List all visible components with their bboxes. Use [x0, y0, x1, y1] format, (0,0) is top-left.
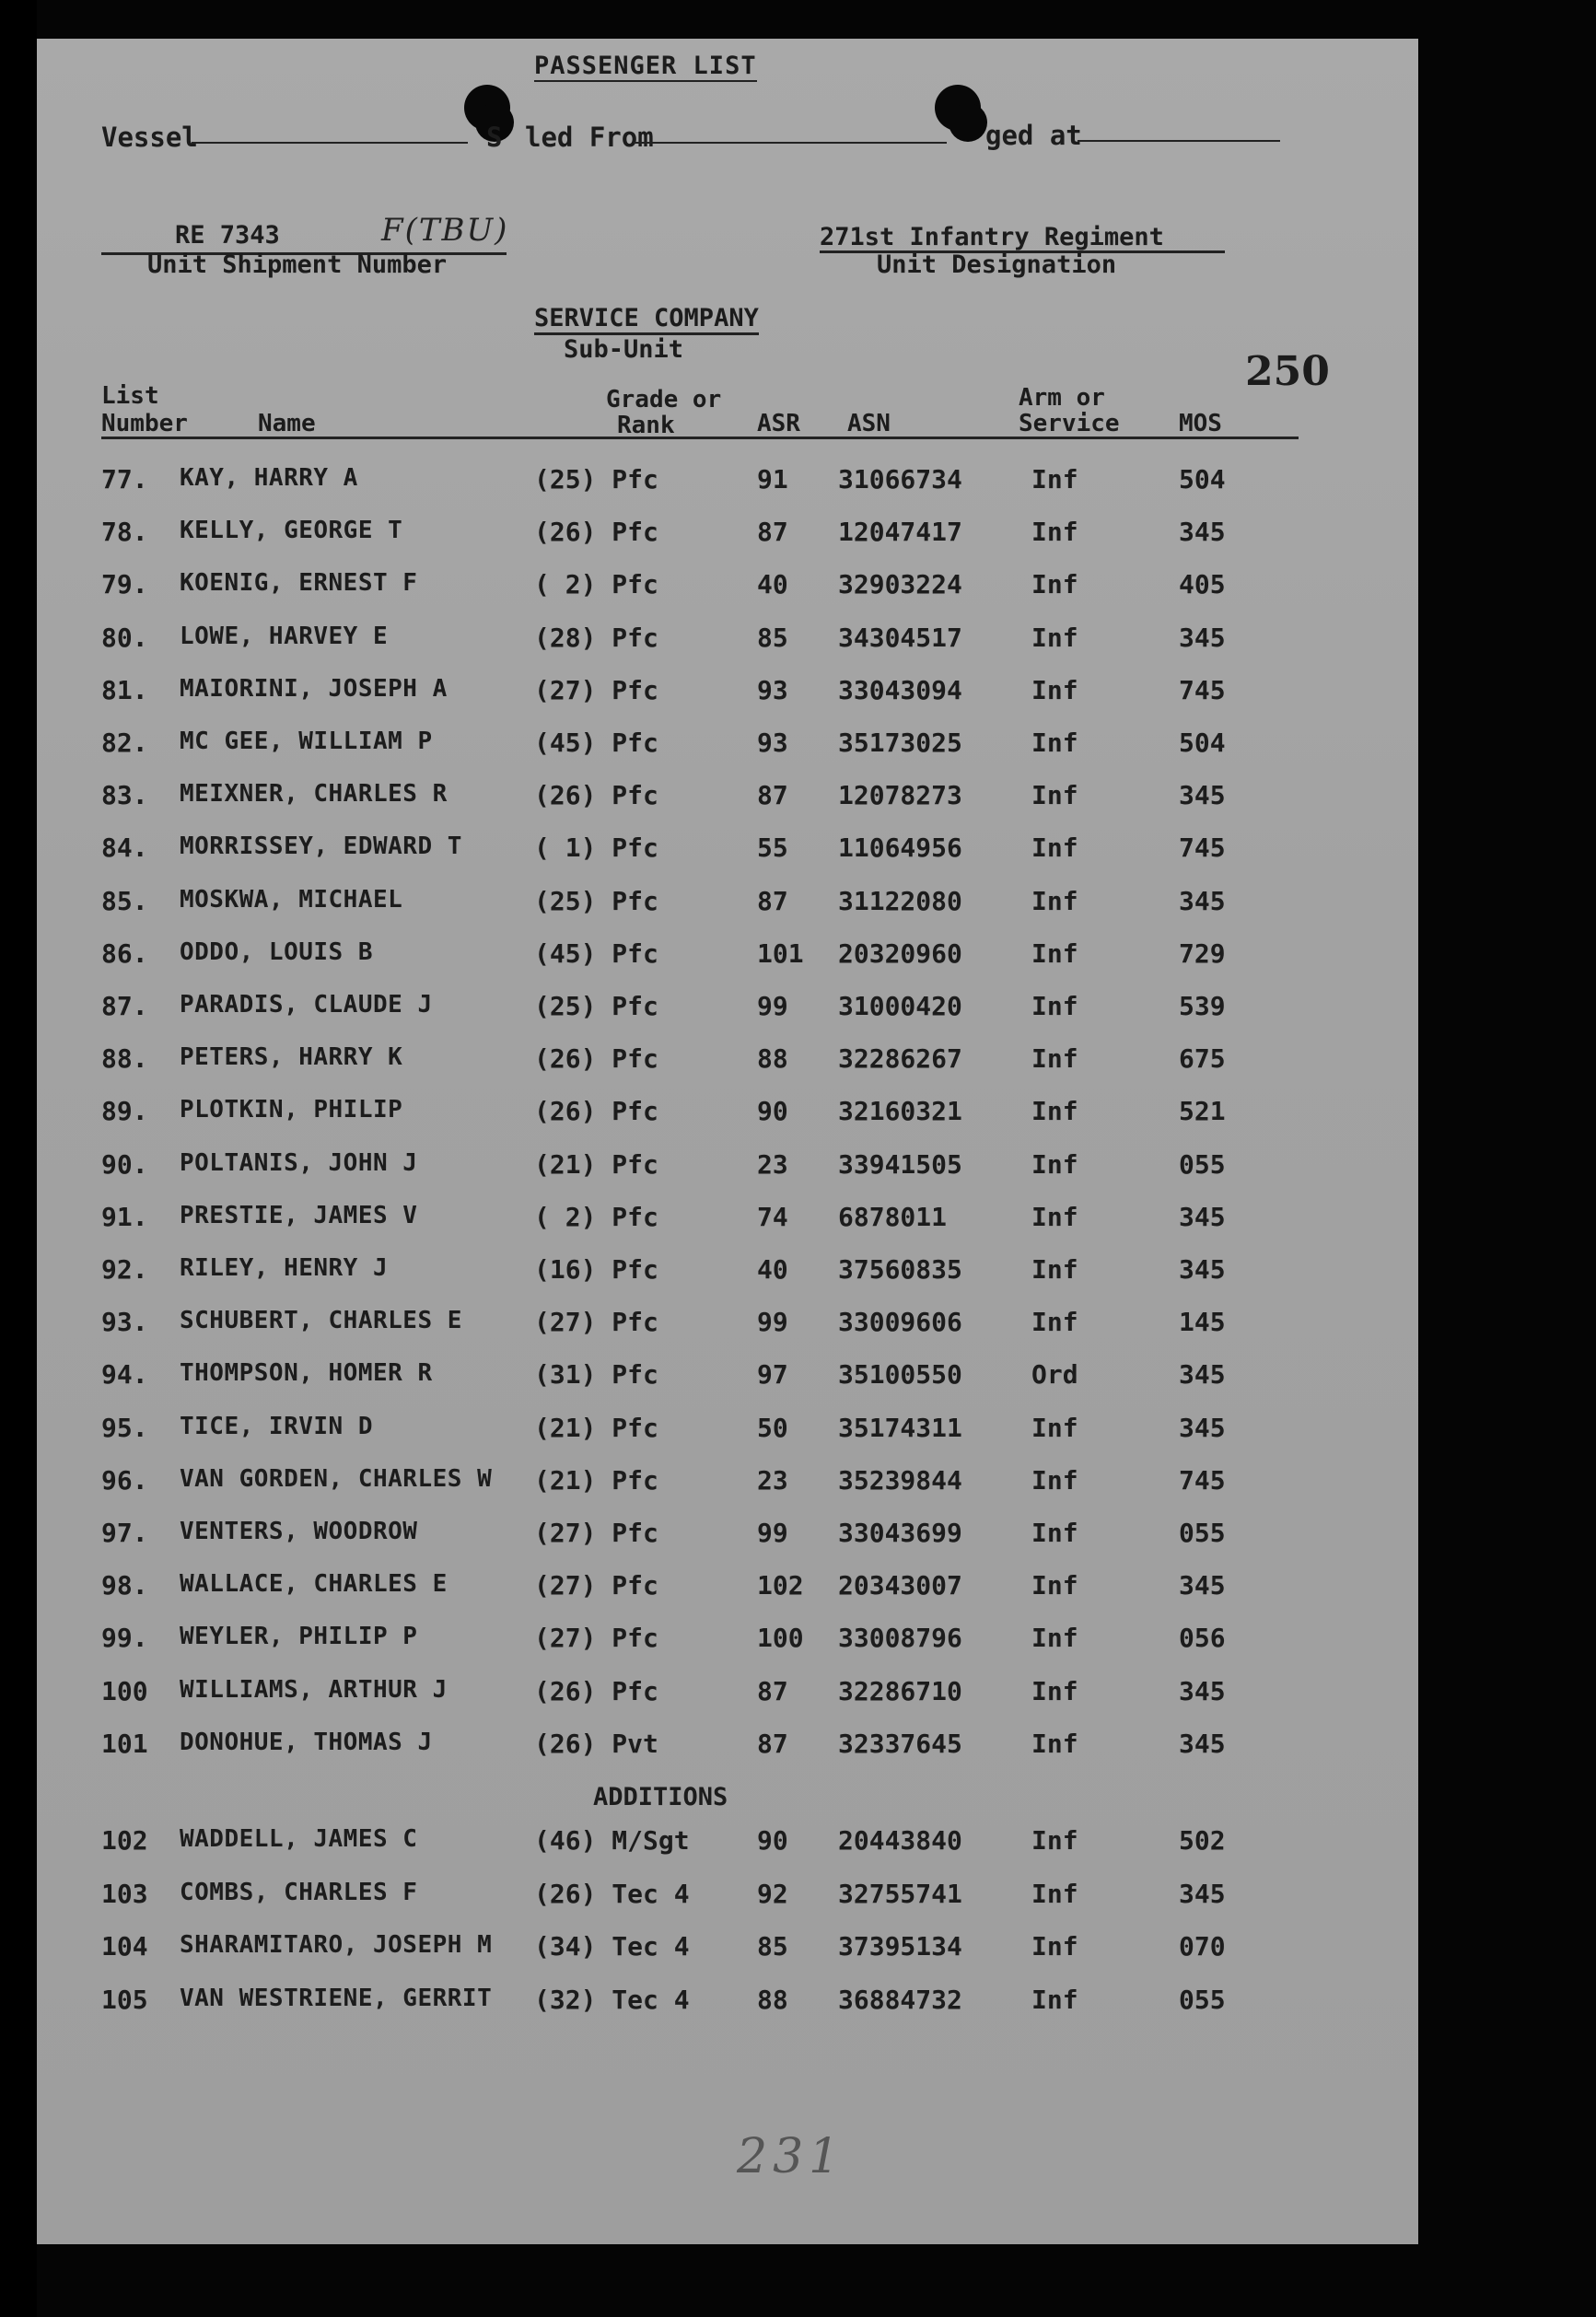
arm-or-service: Inf [1031, 1984, 1078, 2015]
mos-code: 145 [1179, 1307, 1226, 1338]
arm-or-service: Inf [1031, 1096, 1078, 1127]
asr-score: 87 [757, 885, 788, 916]
list-number: 100 [101, 1675, 148, 1706]
table-row [37, 886, 1326, 923]
grade-rank: (26) Pfc [534, 780, 658, 811]
passenger-name: MOSKWA, MICHAEL [180, 885, 403, 914]
mos-code: 345 [1179, 1878, 1226, 1909]
army-serial-number: 20320960 [838, 937, 962, 969]
arm-or-service: Inf [1031, 1518, 1078, 1548]
table-row [37, 1465, 1326, 1502]
grade-rank: ( 2) Pfc [534, 569, 658, 600]
arm-or-service: Inf [1031, 674, 1078, 705]
document-title: PASSENGER LIST [534, 52, 757, 80]
passenger-name: COMBS, CHARLES F [180, 1878, 418, 1906]
grade-rank: ( 1) Pfc [534, 832, 658, 864]
grade-rank: (26) Pfc [534, 1043, 658, 1075]
header-rule [101, 437, 1299, 439]
additions-label: ADDITIONS [593, 1783, 728, 1811]
grade-rank: (25) Pfc [534, 991, 658, 1021]
sailed-from-label: led From [525, 122, 654, 153]
table-row [37, 1676, 1326, 1713]
passenger-name: SCHUBERT, CHARLES E [180, 1307, 462, 1335]
asr-score: 85 [757, 1931, 788, 1962]
table-row [37, 675, 1326, 712]
table-row [37, 832, 1326, 869]
army-serial-number: 33009606 [838, 1307, 962, 1338]
asr-score: 85 [757, 622, 788, 653]
asr-score: 23 [757, 1464, 788, 1496]
arm-or-service: Inf [1031, 937, 1078, 969]
table-row [37, 991, 1326, 1028]
arm-or-service: Inf [1031, 1675, 1078, 1706]
staged-at-field [1078, 140, 1280, 142]
grade-rank: (25) Pfc [534, 885, 658, 916]
mos-code: 345 [1179, 517, 1226, 548]
table-row [37, 1149, 1326, 1186]
asr-score: 101 [757, 937, 804, 969]
grade-rank: (45) Pfc [534, 937, 658, 969]
list-number: 92. [101, 1254, 148, 1285]
list-number: 83. [101, 780, 148, 811]
passenger-name: DONOHUE, THOMAS J [180, 1728, 433, 1756]
asr-score: 90 [757, 1096, 788, 1127]
arm-or-service: Inf [1031, 1043, 1078, 1075]
grade-rank: (27) Pfc [534, 674, 658, 705]
arm-or-service: Ord [1031, 1359, 1078, 1391]
list-number: 104 [101, 1931, 148, 1962]
page-number: 250 [1245, 348, 1330, 395]
grade-rank: (26) Pfc [534, 1675, 658, 1706]
army-serial-number: 36884732 [838, 1984, 962, 2015]
asr-score: 87 [757, 517, 788, 548]
arm-or-service: Inf [1031, 1623, 1078, 1654]
asr-score: 99 [757, 991, 788, 1021]
passenger-name: MORRISSEY, EDWARD T [180, 832, 462, 861]
army-serial-number: 32160321 [838, 1096, 962, 1127]
asr-score: 87 [757, 780, 788, 811]
table-row [37, 1413, 1326, 1450]
mos-code: 345 [1179, 1412, 1226, 1443]
army-serial-number: 32755741 [838, 1878, 962, 1909]
unit-shipment-caption: Unit Shipment Number [147, 250, 448, 279]
passenger-name: POLTANIS, JOHN J [180, 1148, 418, 1177]
list-number: 98. [101, 1570, 148, 1601]
asr-score: 87 [757, 1675, 788, 1706]
table-row [37, 938, 1326, 975]
mos-code: 504 [1179, 728, 1226, 758]
list-number: 89. [101, 1096, 148, 1127]
mos-code: 502 [1179, 1825, 1226, 1856]
grade-rank: (26) Pvt [534, 1728, 658, 1759]
grade-rank: (27) Pfc [534, 1570, 658, 1601]
list-number: 95. [101, 1412, 148, 1443]
passenger-name: MC GEE, WILLIAM P [180, 728, 433, 755]
army-serial-number: 20343007 [838, 1570, 962, 1601]
mos-code: 055 [1179, 1148, 1226, 1180]
grade-rank: (25) Pfc [534, 464, 658, 495]
table-row [37, 1043, 1326, 1080]
grade-rank: (26) Pfc [534, 517, 658, 548]
asr-score: 100 [757, 1623, 804, 1654]
document-page [37, 39, 1418, 2244]
asr-score: 74 [757, 1201, 788, 1232]
col-grade-l2: Rank [617, 412, 675, 439]
list-number: 103 [101, 1878, 148, 1909]
mos-code: 055 [1179, 1518, 1226, 1548]
arm-or-service: Inf [1031, 569, 1078, 600]
unit-shipment-handwritten: F(TBU) [381, 212, 509, 249]
army-serial-number: 11064956 [838, 832, 962, 864]
asr-score: 23 [757, 1148, 788, 1180]
list-number: 96. [101, 1464, 148, 1496]
arm-or-service: Inf [1031, 517, 1078, 548]
asr-score: 93 [757, 728, 788, 758]
grade-rank: (21) Pfc [534, 1464, 658, 1496]
grade-rank: (32) Tec 4 [534, 1984, 690, 2015]
table-row [37, 1931, 1326, 1968]
army-serial-number: 33043094 [838, 674, 962, 705]
sailed-from-field [634, 142, 947, 144]
grade-rank: (26) Tec 4 [534, 1878, 690, 1909]
mos-code: 345 [1179, 1359, 1226, 1391]
list-number: 85. [101, 885, 148, 916]
sub-unit-value: SERVICE COMPANY [534, 304, 759, 335]
list-number: 77. [101, 464, 148, 495]
grade-rank: (46) M/Sgt [534, 1825, 690, 1856]
list-number: 99. [101, 1623, 148, 1654]
list-number: 105 [101, 1984, 148, 2015]
list-number: 84. [101, 832, 148, 864]
army-serial-number: 37395134 [838, 1931, 962, 1962]
list-number: 82. [101, 728, 148, 758]
mos-code: 345 [1179, 780, 1226, 811]
col-grade-l1: Grade or [606, 386, 722, 413]
mos-code: 729 [1179, 937, 1226, 969]
mos-code: 745 [1179, 674, 1226, 705]
arm-or-service: Inf [1031, 464, 1078, 495]
scan-edge [0, 0, 37, 2317]
arm-or-service: Inf [1031, 728, 1078, 758]
table-row [37, 1254, 1326, 1291]
mos-code: 345 [1179, 1570, 1226, 1601]
passenger-name: MAIORINI, JOSEPH A [180, 674, 448, 703]
unit-designation-value: 271st Infantry Regiment [820, 223, 1164, 251]
list-number: 102 [101, 1825, 148, 1856]
army-serial-number: 33043699 [838, 1518, 962, 1548]
asr-score: 50 [757, 1412, 788, 1443]
passenger-name: WILLIAMS, ARTHUR J [180, 1675, 448, 1704]
army-serial-number: 35239844 [838, 1464, 962, 1496]
army-serial-number: 33941505 [838, 1148, 962, 1180]
passenger-name: VENTERS, WOODROW [180, 1518, 418, 1545]
arm-or-service: Inf [1031, 1570, 1078, 1601]
army-serial-number: 31066734 [838, 464, 962, 495]
army-serial-number: 31000420 [838, 991, 962, 1021]
army-serial-number: 12047417 [838, 517, 962, 548]
grade-rank: (34) Tec 4 [534, 1931, 690, 1962]
army-serial-number: 35100550 [838, 1359, 962, 1391]
asr-score: 92 [757, 1878, 788, 1909]
asr-score: 55 [757, 832, 788, 864]
vessel-label: Vessel [101, 122, 198, 153]
asr-score: 88 [757, 1043, 788, 1075]
arm-or-service: Inf [1031, 991, 1078, 1021]
table-row [37, 1359, 1326, 1396]
army-serial-number: 6878011 [838, 1201, 948, 1232]
unit-designation-caption: Unit Designation [877, 250, 1117, 279]
table-row [37, 569, 1326, 606]
army-serial-number: 32286267 [838, 1043, 962, 1075]
grade-rank: ( 2) Pfc [534, 1201, 658, 1232]
list-number: 101 [101, 1728, 148, 1759]
list-number: 78. [101, 517, 148, 548]
list-number: 91. [101, 1201, 148, 1232]
arm-or-service: Inf [1031, 1878, 1078, 1909]
arm-or-service: Inf [1031, 832, 1078, 864]
passenger-name: PETERS, HARRY K [180, 1043, 403, 1072]
passenger-name: KAY, HARRY A [180, 464, 358, 492]
mos-code: 675 [1179, 1043, 1226, 1075]
col-name: Name [258, 410, 316, 437]
asr-score: 88 [757, 1984, 788, 2015]
passenger-name: PLOTKIN, PHILIP [180, 1096, 403, 1124]
passenger-name: MEIXNER, CHARLES R [180, 780, 448, 809]
mos-code: 345 [1179, 1675, 1226, 1706]
table-row [37, 1985, 1326, 2021]
table-row [37, 780, 1326, 817]
col-arm-l2: Service [1019, 410, 1120, 437]
punch-hole-right-shadow [949, 103, 987, 142]
arm-or-service: Inf [1031, 1464, 1078, 1496]
list-number: 86. [101, 937, 148, 969]
list-number: 87. [101, 991, 148, 1021]
list-number: 88. [101, 1043, 148, 1075]
asr-score: 99 [757, 1307, 788, 1338]
mos-code: 070 [1179, 1931, 1226, 1962]
army-serial-number: 32903224 [838, 569, 962, 600]
passenger-name: VAN GORDEN, CHARLES W [180, 1464, 493, 1493]
grade-rank: (21) Pfc [534, 1412, 658, 1443]
col-arm-l1: Arm or [1019, 384, 1105, 412]
col-mos: MOS [1179, 410, 1222, 437]
arm-or-service: Inf [1031, 1825, 1078, 1856]
asr-score: 93 [757, 674, 788, 705]
arm-or-service: Inf [1031, 780, 1078, 811]
table-row [37, 517, 1326, 553]
army-serial-number: 20443840 [838, 1825, 962, 1856]
passenger-name: WEYLER, PHILIP P [180, 1623, 418, 1651]
arm-or-service: Inf [1031, 1254, 1078, 1285]
passenger-name: KOENIG, ERNEST F [180, 569, 418, 598]
table-row [37, 1729, 1326, 1765]
mos-code: 745 [1179, 1464, 1226, 1496]
mos-code: 504 [1179, 464, 1226, 495]
arm-or-service: Inf [1031, 885, 1078, 916]
grade-rank: (45) Pfc [534, 728, 658, 758]
mos-code: 539 [1179, 991, 1226, 1021]
army-serial-number: 35173025 [838, 728, 962, 758]
list-number: 97. [101, 1518, 148, 1548]
asr-score: 87 [757, 1728, 788, 1759]
army-serial-number: 32286710 [838, 1675, 962, 1706]
mos-code: 345 [1179, 885, 1226, 916]
table-row [37, 1825, 1326, 1862]
asr-score: 90 [757, 1825, 788, 1856]
army-serial-number: 32337645 [838, 1728, 962, 1759]
passenger-name: TICE, IRVIN D [180, 1412, 373, 1440]
sub-unit-caption: Sub-Unit [564, 335, 684, 364]
arm-or-service: Inf [1031, 1148, 1078, 1180]
asr-score: 91 [757, 464, 788, 495]
asr-score: 40 [757, 569, 788, 600]
asr-score: 99 [757, 1518, 788, 1548]
grade-rank: (27) Pfc [534, 1518, 658, 1548]
army-serial-number: 35174311 [838, 1412, 962, 1443]
asr-score: 40 [757, 1254, 788, 1285]
col-asr: ASR [757, 410, 800, 437]
table-row [37, 1307, 1326, 1344]
unit-shipment-value: RE 7343 [175, 221, 280, 250]
passenger-name: ODDO, LOUIS B [180, 937, 373, 966]
asr-score: 97 [757, 1359, 788, 1391]
passenger-name: RILEY, HENRY J [180, 1254, 389, 1282]
grade-rank: (21) Pfc [534, 1148, 658, 1180]
army-serial-number: 33008796 [838, 1623, 962, 1654]
mos-code: 405 [1179, 569, 1226, 600]
mos-code: 056 [1179, 1623, 1226, 1654]
table-row [37, 1202, 1326, 1239]
table-row [37, 464, 1326, 501]
arm-or-service: Inf [1031, 1728, 1078, 1759]
grade-rank: (26) Pfc [534, 1096, 658, 1127]
mos-code: 345 [1179, 1201, 1226, 1232]
army-serial-number: 34304517 [838, 622, 962, 653]
list-number: 94. [101, 1359, 148, 1391]
table-row [37, 728, 1326, 764]
mos-code: 745 [1179, 832, 1226, 864]
passenger-name: PRESTIE, JAMES V [180, 1201, 418, 1229]
passenger-name: PARADIS, CLAUDE J [180, 991, 433, 1019]
grade-rank: (28) Pfc [534, 622, 658, 653]
mos-code: 521 [1179, 1096, 1226, 1127]
passenger-name: WALLACE, CHARLES E [180, 1570, 448, 1599]
list-number: 81. [101, 674, 148, 705]
grade-rank: (16) Pfc [534, 1254, 658, 1285]
list-number: 79. [101, 569, 148, 600]
army-serial-number: 37560835 [838, 1254, 962, 1285]
arm-or-service: Inf [1031, 622, 1078, 653]
table-row [37, 1518, 1326, 1554]
army-serial-number: 12078273 [838, 780, 962, 811]
army-serial-number: 31122080 [838, 885, 962, 916]
mos-code: 345 [1179, 1728, 1226, 1759]
list-number: 90. [101, 1148, 148, 1180]
passenger-name: WADDELL, JAMES C [180, 1825, 418, 1853]
staged-at-label: ged at [985, 120, 1082, 151]
table-row [37, 1623, 1326, 1659]
grade-rank: (27) Pfc [534, 1307, 658, 1338]
sailed-from-fragment: S [486, 122, 503, 153]
grade-rank: (27) Pfc [534, 1623, 658, 1654]
asr-score: 102 [757, 1570, 804, 1601]
passenger-name: KELLY, GEORGE T [180, 517, 403, 545]
passenger-name: THOMPSON, HOMER R [180, 1359, 433, 1388]
arm-or-service: Inf [1031, 1412, 1078, 1443]
passenger-name: SHARAMITARO, JOSEPH M [180, 1931, 493, 1959]
mos-code: 055 [1179, 1984, 1226, 2015]
col-list-number-l1: List [101, 382, 159, 410]
col-asn: ASN [847, 410, 891, 437]
passenger-name: VAN WESTRIENE, GERRIT [180, 1984, 493, 2012]
list-number: 80. [101, 622, 148, 653]
grade-rank: (31) Pfc [534, 1359, 658, 1391]
arm-or-service: Inf [1031, 1307, 1078, 1338]
table-row [37, 623, 1326, 659]
passenger-name: LOWE, HARVEY E [180, 622, 389, 650]
arm-or-service: Inf [1031, 1201, 1078, 1232]
table-row [37, 1096, 1326, 1133]
mos-code: 345 [1179, 1254, 1226, 1285]
table-row [37, 1570, 1326, 1607]
arm-or-service: Inf [1031, 1931, 1078, 1962]
list-number: 93. [101, 1307, 148, 1338]
table-row [37, 1879, 1326, 1915]
vessel-field [192, 142, 468, 144]
handwritten-page-number: 231 [737, 2129, 845, 2184]
col-list-number-l2: Number [101, 410, 188, 437]
mos-code: 345 [1179, 622, 1226, 653]
